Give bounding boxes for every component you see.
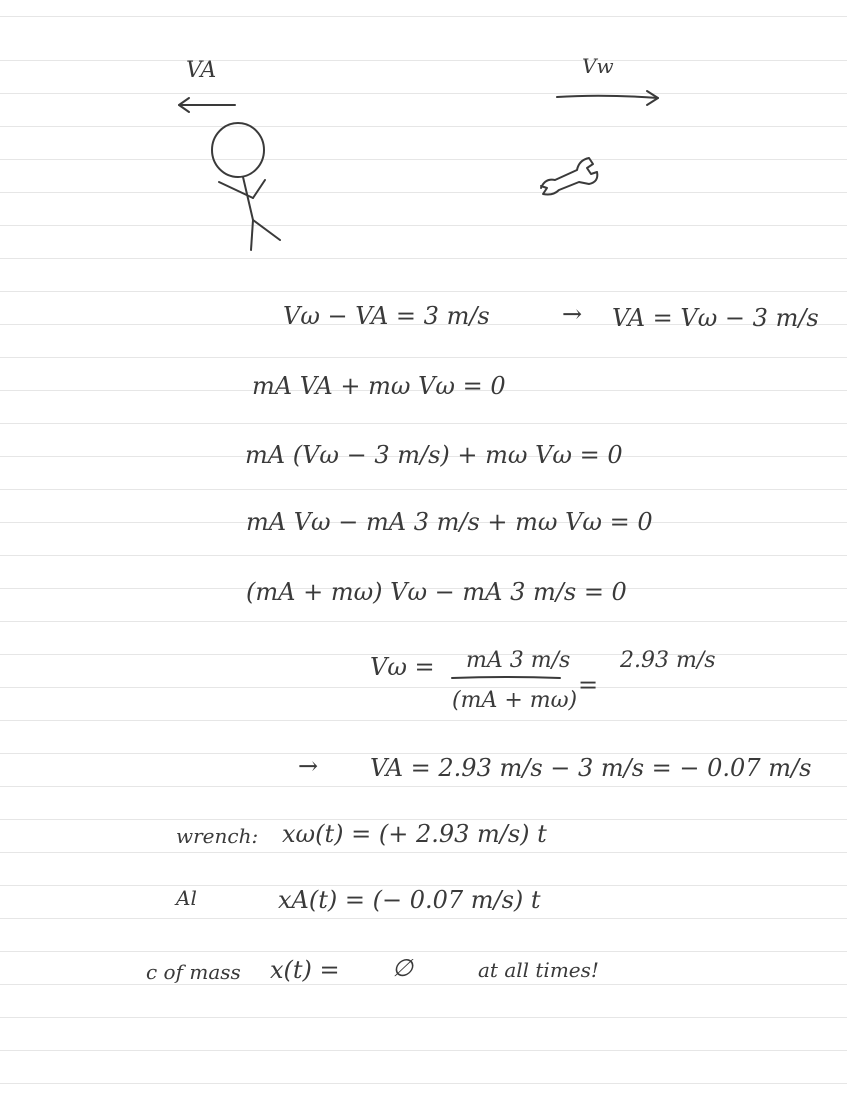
center-of-mass-value: ∅ [392,954,413,982]
wrench-position-equation: xω(t) = (+ 2.93 m/s) t [282,820,547,848]
center-of-mass-equation: x(t) = [270,956,340,984]
center-of-mass-note: at all times! [478,958,599,982]
substitution-equation: mA (Vω − 3 m/s) + mω Vω = 0 [245,441,623,469]
momentum-sum-equation: mA VA + mω Vω = 0 [252,372,506,400]
va-result: VA = 2.93 m/s − 3 m/s = − 0.07 m/s [370,754,812,782]
implies-arrow: → [562,300,583,328]
stick-figure-icon [205,120,295,260]
center-of-mass-label: c of mass [146,960,241,984]
vw-lhs: Vω = [370,653,435,681]
implies-arrow-2: → [298,752,319,780]
vw-result: 2.93 m/s [620,648,716,673]
arrow-left-icon [175,95,240,115]
al-position-equation: xA(t) = (− 0.07 m/s) t [278,886,541,914]
expanded-equation: mA Vω − mA 3 m/s + mω Vω = 0 [246,508,653,536]
wrench-velocity-label: Vw [582,54,614,78]
astronaut-velocity-label: VA [186,58,217,83]
al-label: Al [176,886,197,910]
vw-numerator: mA 3 m/s [466,648,571,673]
vw-equals: = [578,671,599,699]
grouped-equation: (mA + mω) Vω − mA 3 m/s = 0 [246,578,627,606]
va-expression: VA = Vω − 3 m/s [612,304,819,332]
fraction-bar [450,675,565,681]
arrow-right-icon [553,88,668,108]
vw-denominator: (mA + mω) [452,688,578,713]
wrench-icon [535,150,605,200]
relative-velocity-equation: Vω − VA = 3 m/s [283,302,490,330]
wrench-label: wrench: [176,824,259,848]
